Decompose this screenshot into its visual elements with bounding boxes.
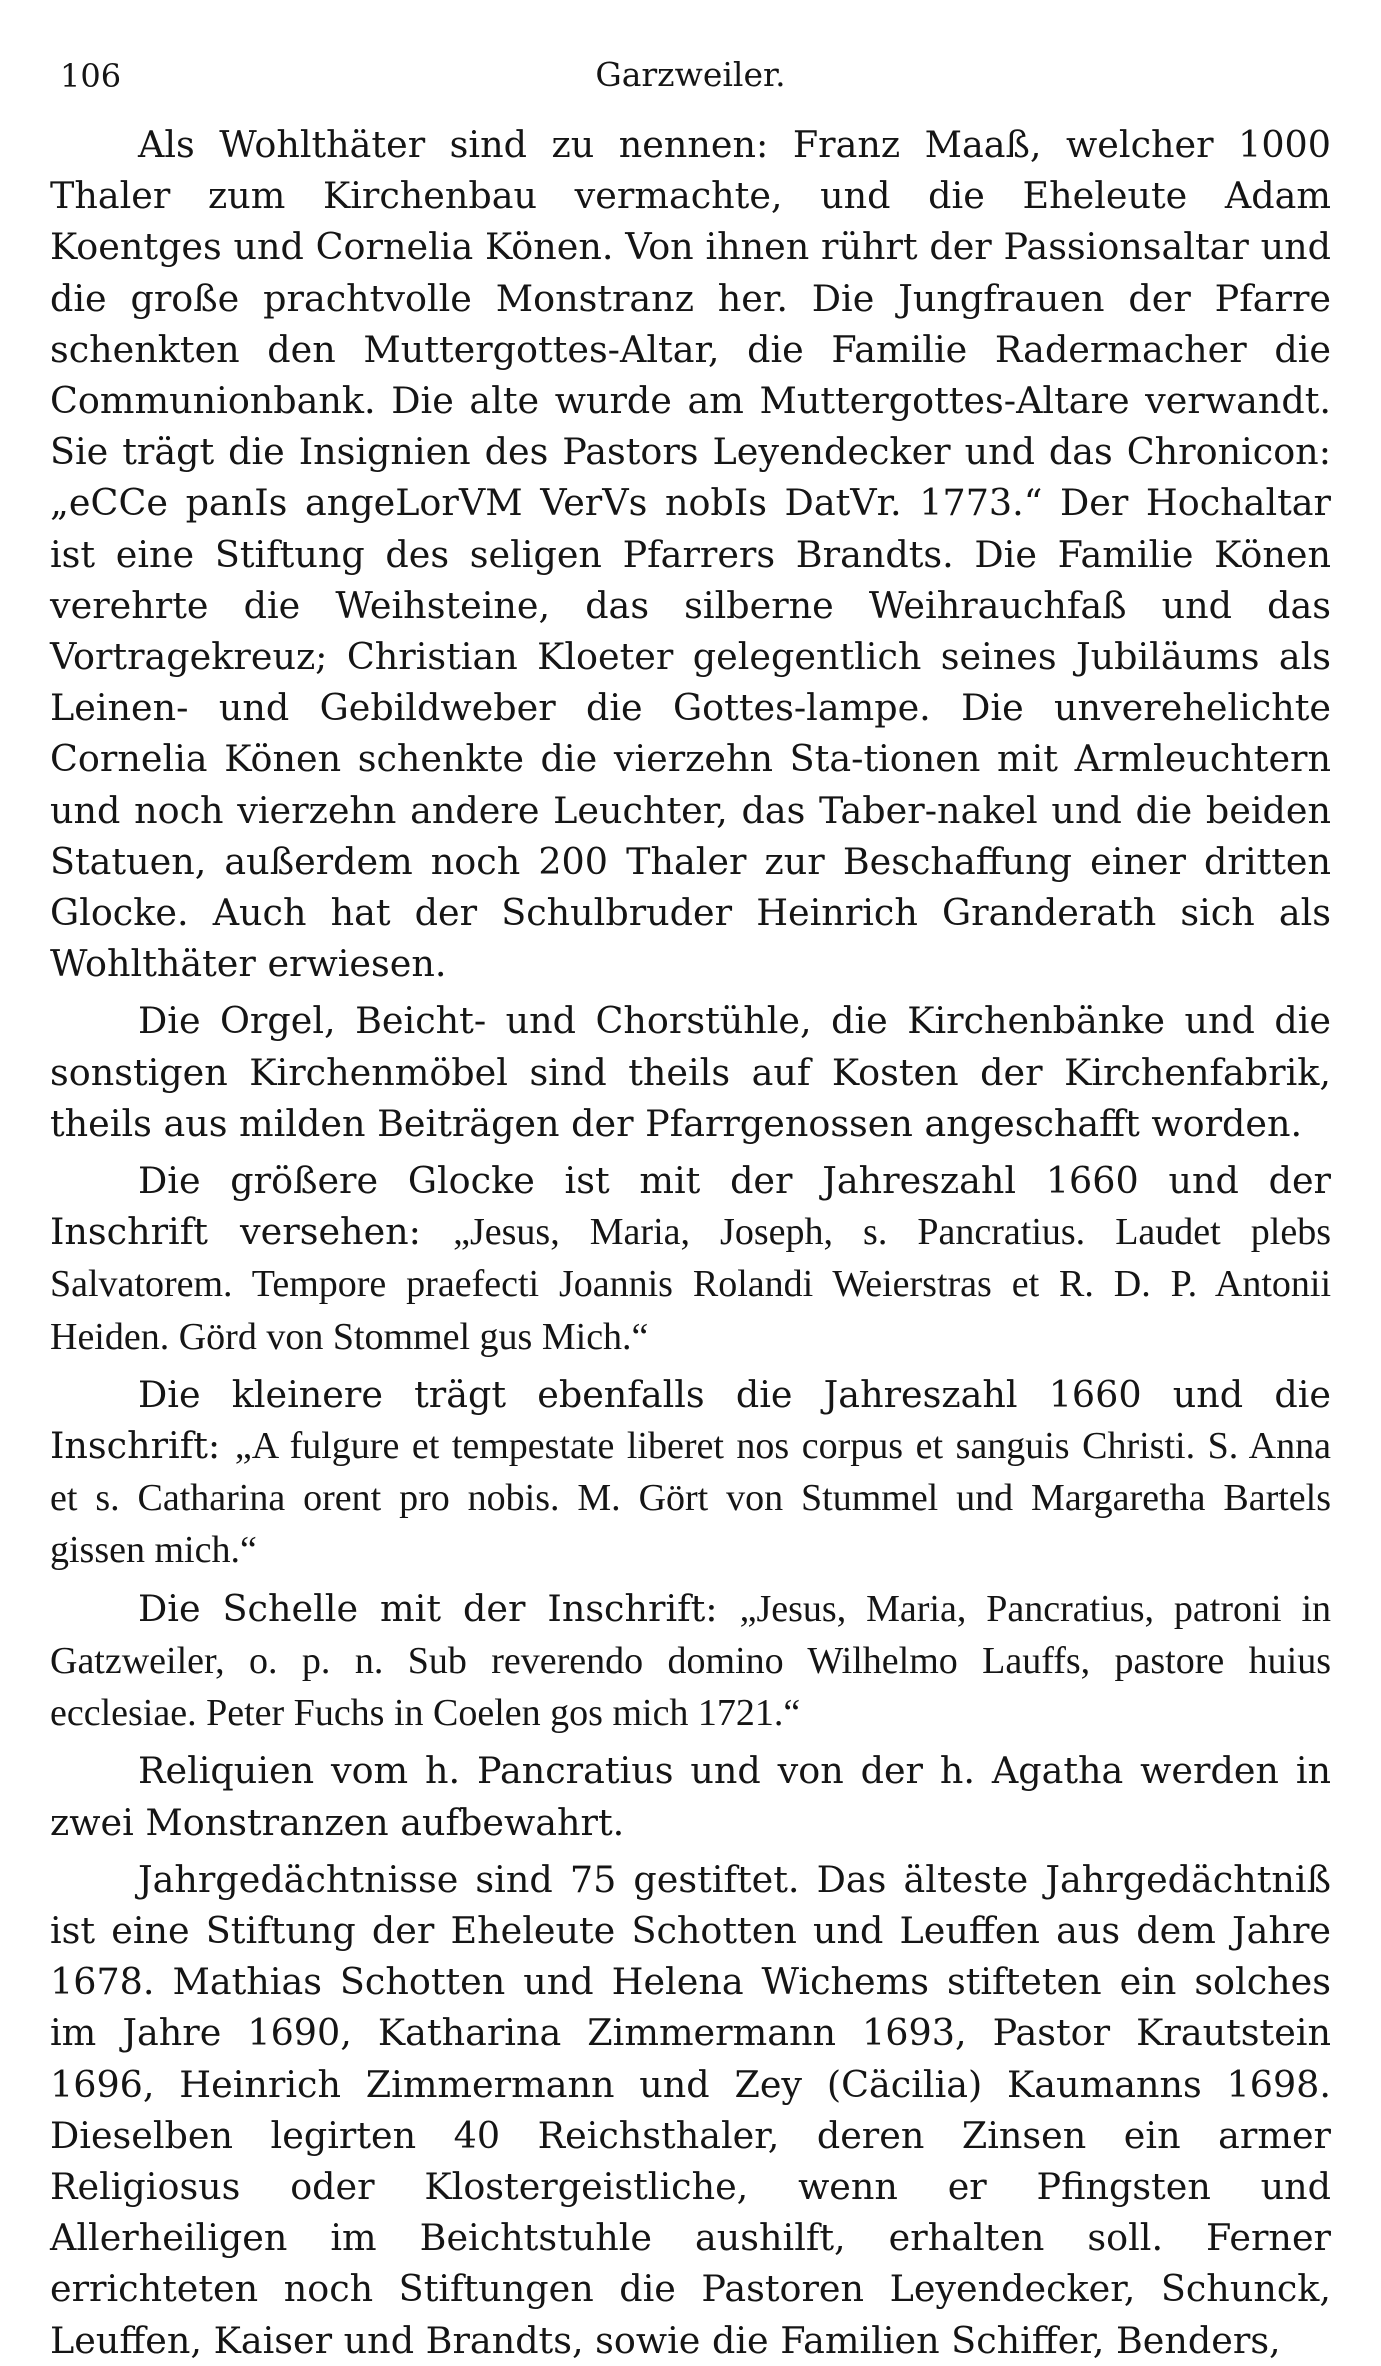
schelle-inscription: „Jesus, Maria, Pancratius, patroni in Gatzweiler, o. p. n. Sub reverendo domino Wilhelmo Lauffs, pastore huius ecclesiae. Peter Fuchs in Coelen gos mich 1721.“ (50, 1587, 1332, 1735)
schelle-intro: Die Schelle mit der Inschrift: (138, 1586, 740, 1630)
paragraph-small-bell (50, 1369, 1331, 1577)
page-number: 106 (60, 57, 122, 95)
paragraph-furniture: Die Orgel, Beicht- und Chorstühle, die Kirchenbänke und die sonstigen Kirchenmöbel sind theils auf Kosten der Kirchenfabrik, theils aus milden Beiträgen der Pfarrgenossen angeschafft worden. (50, 999, 1331, 1145)
small-bell-inscription: „A fulgure et tempestate liberet nos corpus et sanguis Christi. S. Anna et s. Catharina orent pro nobis. M. Gört von Stummel und Margaretha Bartels gissen mich.“ (50, 1425, 1331, 1572)
paragraph-benefactors: Als Wohlthäter sind zu nennen: Franz Maaß, welcher 1000 Thaler zum Kirchenbau vermachte, und die Eheleute Adam Koentges und Cornelia Könen. Von ihnen rührt der Passionsaltar und die große prachtvolle Monstranz her. Die Jungfrauen der Pfarre schenkten den Muttergottes-Altar, die Familie Radermacher die Communionbank. Die alte wurde am Muttergottes-Altare verwandt. Sie trägt die Insignien des Pastors Leyendecker und das Chronicon: „eCCe panIs angeLorVM VerVs nobIs DatVr. 1773.“ Der Hochaltar ist eine Stiftung des seligen Pfarrers Brandts. Die Familie Könen verehrte die Weihsteine, das silberne Weihrauchfaß und das Vortragekreuz; Christian Kloeter gelegentlich seines Jubiläums als Leinen- und Gebildweber die Gottes-lampe. Die unverehelichte Cornelia Könen schenkte die vierzehn Sta-tionen mit Armleuchtern und noch vierzehn andere Leuchter, das Taber-nakel und die beiden Statuen, außerdem noch 200 Thaler zur Beschaffung einer dritten Glocke. Auch hat der Schulbruder Heinrich Granderath sich als Wohlthäter erwiesen. (50, 123, 1331, 986)
paragraph-anniversaries: Jahrgedächtnisse sind 75 gestiftet. Das älteste Jahrgedächtniß ist eine Stiftung der Eheleute Schotten und Leuffen aus dem Jahre 1678. Mathias Schotten und Helena Wichems stifteten ein solches im Jahre 1690, Katharina Zimmermann 1693, Pastor Krautstein 1696, Heinrich Zimmermann und Zey (Cäcilia) Kaumanns 1698. Dieselben legirten 40 Reichsthaler, deren Zinsen ein armer Religiosus oder Klostergeistliche, wenn er Pfingsten und Allerheiligen im Beichtstuhle aushilft, erhalten soll. Ferner errichteten noch Stiftungen die Pastoren Leyendecker, Schunck, Leuffen, Kaiser und Brandts, sowie die Familien Schiffer, Benders, (50, 1857, 1331, 2362)
large-bell-inscription: „Jesus, Maria, Joseph, s. Pancratius. Laudet plebs Salvatorem. Tempore praefecti Joannis Rolandi Weierstras et R. D. P. Antonii Heiden. Görd von Stommel gus Mich.“ (50, 1211, 1331, 1358)
paragraph-schelle (50, 1583, 1331, 1740)
small-bell-intro: Die kleinere trägt ebenfalls die Jahreszahl 1660 und die Inschrift: (50, 1372, 1331, 1468)
page-header (50, 45, 1331, 105)
paragraph-large-bell (50, 1155, 1331, 1363)
paragraph-relics: Reliquien vom h. Pancratius und von der h. Agatha werden in zwei Monstranzen aufbewahrt. (50, 1749, 1331, 1844)
running-title: Garzweiler. (595, 55, 786, 94)
book-page (50, 45, 1331, 2366)
large-bell-intro: Die größere Glocke ist mit der Jahreszahl 1660 und der Inschrift versehen: (50, 1159, 1331, 1254)
